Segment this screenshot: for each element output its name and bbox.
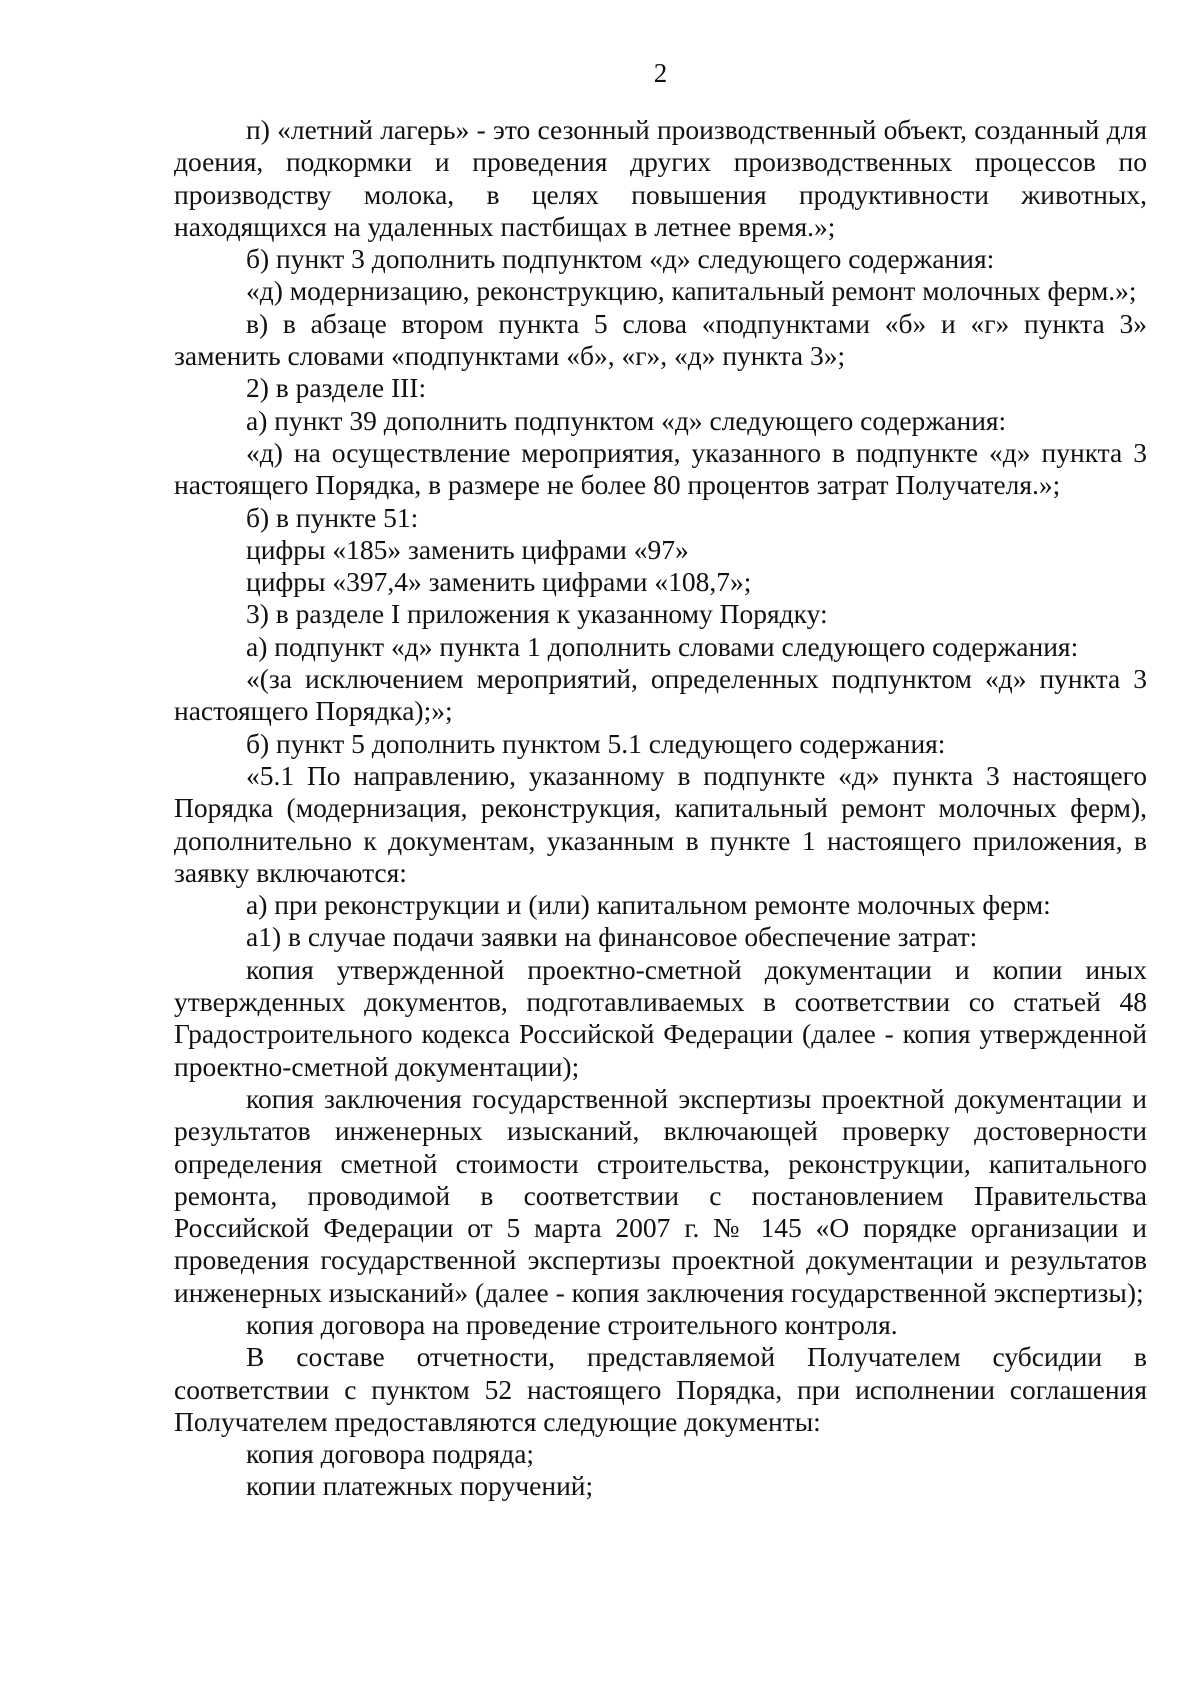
paragraph-state-expertise-copy: копия заключения государственной экспертизы проектной документации и результатов инженерных изысканий, включающей проверку достоверности определения сметной стоимости строительства, реконструкции, капитального ремонта, проводимой в соответствии с постановлением Правительства Российской Федерации от 5 марта 2007 г. № 145 «О порядке организации и проведения государственной экспертизы проектной документации и результатов инженерных изысканий» (далее - копия заключения государственной экспертизы); (174, 1082, 1147, 1308)
paragraph-subitem-d-modernization: «д) модернизацию, реконструкцию, капитальный ремонт молочных ферм.»; (246, 275, 1137, 307)
paragraph-point-39-subitem-d: «д) на осуществление мероприятия, указанного в подпункте «д» пункта 3 настоящего Порядка, в размере не более 80 процентов затрат Получателя.»; (174, 436, 1147, 501)
paragraph-a1-financing: а1) в случае подачи заявки на финансовое обеспечение затрат: (246, 921, 978, 953)
paragraph-construction-control-copy: копия договора на проведение строительного контроля. (246, 1308, 898, 1340)
paragraph-section-i-appendix: 3) в разделе I приложения к указанному Порядку: (246, 598, 828, 630)
paragraph-item-b-point-3: б) пункт 3 дополнить подпунктом «д» следующего содержания: (246, 243, 995, 275)
paragraph-section-iii: 2) в разделе III: (246, 372, 427, 404)
paragraph-point-39: а) пункт 39 дополнить подпунктом «д» следующего содержания: (246, 404, 1007, 436)
document-body (174, 114, 1147, 1503)
paragraph-subitem-d-point-1: а) подпункт «д» пункта 1 дополнить словами следующего содержания: (246, 630, 1079, 662)
paragraph-summer-camp-definition: п) «летний лагерь» - это сезонный производственный объект, созданный для доения, подкормки и проведения других производственных процессов по производству молока, в целях повышения продуктивности животных, находящихся на удаленных пастбищах в летнее время.»; (174, 114, 1147, 242)
paragraph-design-documentation-copy: копия утвержденной проектно-сметной документации и копии иных утвержденных документов, подготавливаемых в соответствии со статьей 48 Градостроительного кодекса Российской Федерации (далее - копия утвержденной проектно-сметной документации); (174, 953, 1147, 1082)
page-number: 2 (653, 58, 668, 88)
paragraph-point-51: б) в пункте 51: (246, 501, 419, 533)
paragraph-payment-orders-copy: копии платежных поручений; (246, 1470, 594, 1502)
paragraph-item-v-point-5: в) в абзаце втором пункта 5 слова «подпунктами «б» и «г» пункта 3» заменить словами «подпунктами «б», «г», «д» пункта 3»; (174, 307, 1147, 372)
paragraph-reporting-documents: В составе отчетности, представляемой Получателем субсидии в соответствии с пунктом 52 настоящего Порядка, при исполнении соглашения Получателем предоставляются следующие документы: (174, 1341, 1147, 1437)
paragraph-figures-185: цифры «185» заменить цифрами «97» (246, 533, 689, 565)
paragraph-contract-copy: копия договора подряда; (246, 1438, 535, 1470)
paragraph-figures-397: цифры «397,4» заменить цифрами «108,7»; (246, 566, 752, 598)
paragraph-exception-clause: «(за исключением мероприятий, определенных подпунктом «д» пункта 3 настоящего Порядка);»; (174, 663, 1147, 727)
paragraph-point-5-1-addition: б) пункт 5 дополнить пунктом 5.1 следующего содержания: (246, 727, 946, 759)
paragraph-reconstruction: а) при реконструкции и (или) капитальном ремонте молочных ферм: (246, 889, 1051, 921)
paragraph-point-5-1-text: «5.1 По направлению, указанному в подпункте «д» пункта 3 настоящего Порядка (модернизация, реконструкция, капитальный ремонт молочных ферм), дополнительно к документам, указанным в пункте 1 настоящего приложения, в заявку включаются: (174, 759, 1147, 888)
